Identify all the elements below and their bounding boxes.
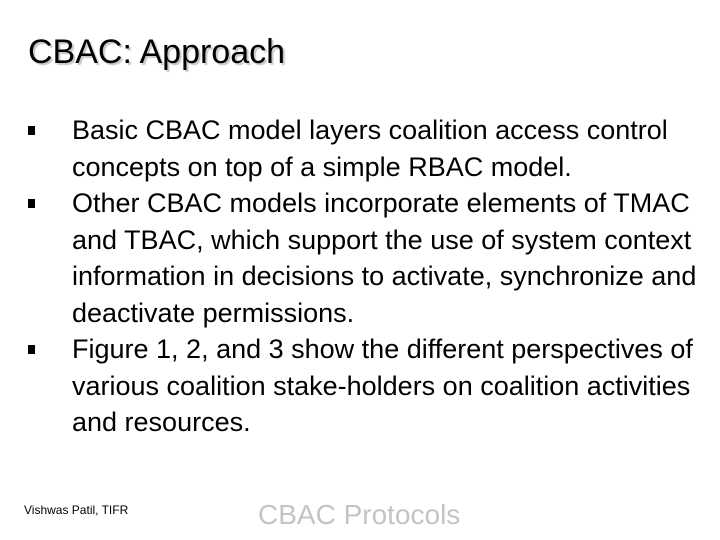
footer-author: Vishwas Patil, TIFR	[24, 503, 129, 517]
slide-title: CBAC: Approach	[28, 33, 286, 71]
bullet-text-2: Other CBAC models incorporate elements of TMAC and TBAC, which support the use of system context information in decisions to activate, synchronize and deactivate permissions.	[72, 188, 697, 328]
bullet-text-1: Basic CBAC model layers coalition access control concepts on top of a simple RBAC model.	[72, 115, 668, 182]
bullet-text-3: Figure 1, 2, and 3 show the different perspectives of various coalition stake-holders on coalition activities and resources.	[72, 334, 693, 437]
bullet-item-1	[28, 112, 708, 185]
square-bullet-icon	[28, 126, 35, 135]
title-divider	[0, 86, 720, 87]
footer-watermark: CBAC Protocols	[258, 499, 461, 530]
square-bullet-icon	[28, 345, 35, 354]
bullet-list	[28, 112, 708, 441]
bullet-item-2	[28, 185, 708, 331]
square-bullet-icon	[28, 199, 35, 208]
bullet-item-3	[28, 331, 708, 441]
